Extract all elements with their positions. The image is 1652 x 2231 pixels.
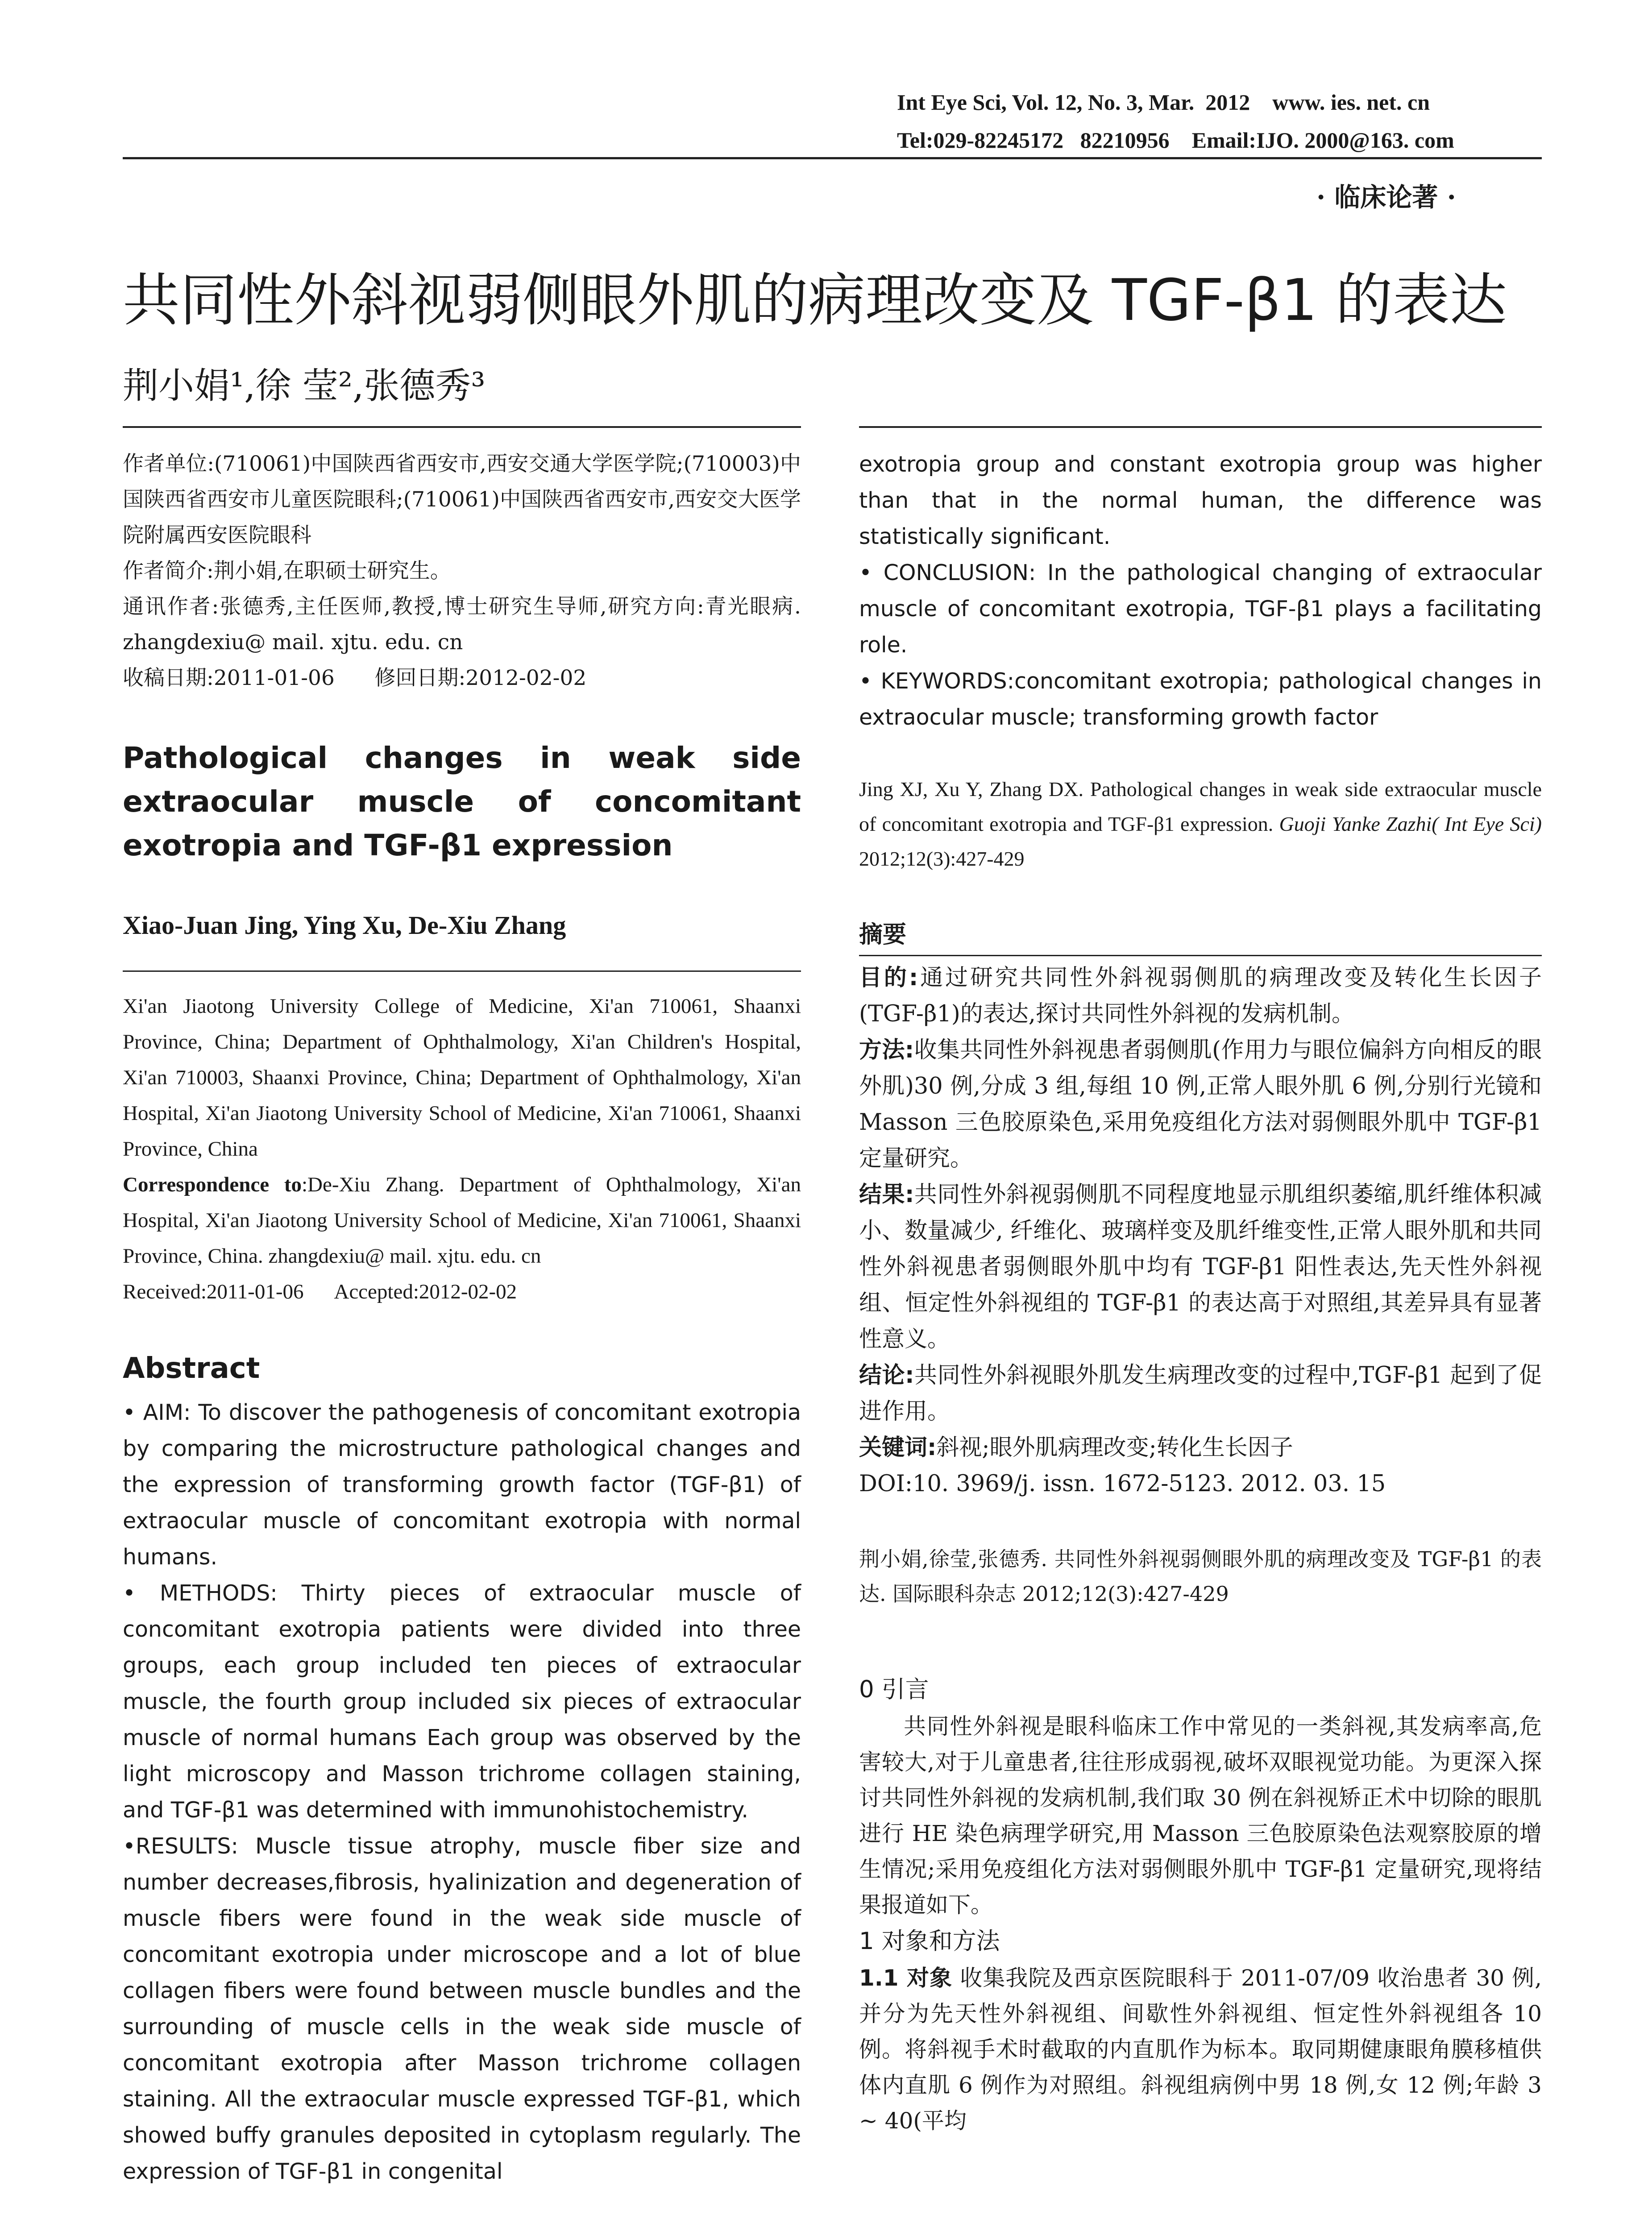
mudi-text: 通过研究共同性外斜视弱侧肌的病理改变及转化生长因子(TGF-β1)的表达,探讨共同性外斜视的发病机制。 [859,965,1542,1027]
citation-cn: 荆小娟,徐莹,张德秀. 共同性外斜视弱侧眼外肌的病理改变及 TGF-β1 的表达. 国际眼科杂志 2012;12(3):427-429 [859,1547,1542,1606]
journal-contact: Tel:029-82245172 82210956 Email:IJO. 2000@163. com [897,128,1454,153]
subject-text: 收集我院及西京医院眼科于 2011-07/09 收治患者 30 例,并分为先天性外斜视组、间歇性外斜视组、恒定性外斜视组各 10 例。将斜视手术时截取的内直肌作为标本。取同期健康眼角膜移植供体内直肌 6 例作为对照组。斜视组病例中男 18 例,女 12 例;年龄 3 ~ 40(平均 [859,1965,1542,2134]
section-label: · 临床论著 · [1316,182,1456,212]
abstract-heading: Abstract [123,1352,260,1385]
doi: DOI:10. 3969/j. issn. 1672-5123. 2012. 03. 15 [859,1471,1386,1497]
abstract-keywords: • KEYWORDS:concomitant exotropia; pathological changes in extraocular muscle; transforming growth factor [859,668,1542,730]
received-en: Received:2011-01-06 Accepted:2012-02-02 [123,1280,517,1303]
abstract-left [123,1394,801,2190]
authors-cn: 荆小娟¹,徐 莹²,张德秀³ [123,365,486,406]
affiliation-cn: 作者单位:(710061)中国陕西省西安市,西安交通大学医学院;(710003)中国陕西省西安市儿童医院眼科;(710061)中国陕西省西安市,西安交大医学院附属西安医院眼科 [123,452,801,547]
paper-title-en: Pathological changes in weak side extraocular muscle of concomitant exotropia and TGF-β1 expression [123,741,801,863]
methods-heading: 1 对象和方法 [859,1928,1000,1955]
abstract-results: •RESULTS: Muscle tissue atrophy, muscle fiber size and number decreases,fibrosis, hyalinization and degeneration of muscle fibers were found in the weak side muscle of concomitant exotropia under microscope and a lot of blue collagen fibers were found between muscle bundles and the surrounding of muscle cells in the weak side muscle of concomitant exotropia after Masson trichrome collagen staining. All the extraocular muscle expressed TGF-β1, which showed buffy granules deposited in cytoplasm regularly. The expression of TGF-β1 in congenital [123,1833,801,2184]
authors-rule [123,970,801,972]
jielun-label: 结论: [859,1362,914,1389]
body-text [859,1671,1542,2139]
fangfa-label: 方法: [859,1037,914,1063]
affiliation-en: Xi'an Jiaotong University College of Medicine, Xi'an 710061, Shaanxi Province, China; Department of Ophthalmology, Xi'an Children's Hospital, Xi'an 710003, Shaanxi Province, China; Department of Ophthalmology, Xi'an Hospital, Xi'an Jiaotong University School of Medicine, Xi'an 710061, Shaanxi Province, China [123,995,801,1161]
dates-cn: 收稿日期:2011-01-06 修回日期:2012-02-02 [123,666,587,690]
correspondence-en-text: :De-Xiu Zhang. Department of Ophthalmology, Xi'an Hospital, Xi'an Jiaotong University School of Medicine, Xi'an 710061, Shaanxi Province, China. zhangdexiu@ mail. xjtu. edu. cn [123,1173,801,1268]
intro-paragraph: 共同性外斜视是眼科临床工作中常见的一类斜视,其发病率高,危害较大,对于儿童患者,往往形成弱视,破坏双眼视觉功能。为更深入探讨共同性外斜视的发病机制,我们取 30 例在斜视矫正术中切除的眼肌进行 HE 染色病理学研究,用 Masson 三色胶原染色法观察胶原的增生情况;采用免疫组化方法对弱侧眼外肌中 TGF-β1 定量研究,现将结果报道如下。 [859,1713,1542,1918]
paper-title-cn: 共同性外斜视弱侧眼外肌的病理改变及 TGF-β1 的表达 [123,267,1507,334]
abstract-methods: • METHODS: Thirty pieces of extraocular muscle of concomitant exotropia patients were divided into three groups, each group included ten pieces of extraocular muscle, the fourth group included six pieces of extraocular muscle of normal humans Each group was observed by the light microscopy and Masson trichrome collagen staining, and TGF-β1 was determined with immunohistochemistry. [123,1580,801,1823]
abstract-cn [859,915,1542,1502]
intro-heading: 0 引言 [859,1676,929,1703]
journal-info: Int Eye Sci, Vol. 12, No. 3, Mar. 2012 www. ies. net. cn [897,90,1430,115]
correspondence-cn: 通讯作者:张德秀,主任医师,教授,博士研究生导师,研究方向:青光眼病. zhangdexiu@ mail. xjtu. edu. cn [123,594,801,655]
correspondence-en [123,1167,801,1274]
mudi-label: 目的: [859,965,918,991]
abstract-aim: • AIM: To discover the pathogenesis of concomitant exotropia by comparing the microstructure pathological changes and the expression of transforming growth factor (TGF-β1) of extraocular muscle of concomitant exotropia with normal humans. [123,1400,801,1570]
jielun-text: 共同性外斜视眼外肌发生病理改变的过程中,TGF-β1 起到了促进作用。 [859,1362,1542,1425]
citation-en-tail: 2012;12(3):427-429 [859,847,1025,870]
citation-en [859,772,1542,876]
keywords-cn-text: 斜视;眼外肌病理改变;转化生长因子 [936,1435,1293,1461]
citation-en-journal: Guoji Yanke Zazhi( Int Eye Sci) [1279,813,1542,835]
jieguo-label: 结果: [859,1182,914,1208]
citation-en-text: Jing XJ, Xu Y, Zhang DX. Pathological changes in weak side extraocular muscle of concomitant exotropia and TGF-β1 expression. [859,778,1542,835]
correspondence-label: Correspondence to [123,1173,302,1196]
jieguo-text: 共同性外斜视弱侧肌不同程度地显示肌组织萎缩,肌纤维体积减小、数量减少, 纤维化、玻璃样变及肌纤维变性,正常人眼外肌和共同性外斜视患者弱侧眼外肌中均有 TGF-β1 阳性表达,先天性外斜视组、恒定性外斜视组的 TGF-β1 的表达高于对照组,其差异具有显著性意义。 [859,1182,1542,1352]
fangfa-text: 收集共同性外斜视患者弱侧肌(作用力与眼位偏斜方向相反的眼外肌)30 例,分成 3 组,每组 10 例,正常人眼外肌 6 例,分别行光镜和 Masson 三色胶原染色,采用免疫组化方法对弱侧眼外肌中 TGF-β1 定量研究。 [859,1037,1542,1172]
authors-en: Xiao-Juan Jing, Ying Xu, De-Xiu Zhang [123,911,566,940]
abstract-conclusion: • CONCLUSION: In the pathological changing of extraocular muscle of concomitant exotropia, TGF-β1 plays a facilitating role. [859,560,1542,658]
right-col-rule [859,426,1542,428]
left-col-rule [123,426,801,428]
zhaiyao-heading: 摘要 [859,921,906,948]
affiliation-en-block [123,988,801,1310]
header-rule [123,157,1542,159]
left-column [123,446,801,696]
abstract-cn-body [859,960,1542,1502]
keywords-cn-label: 关键词: [859,1435,937,1461]
abstract-right [859,446,1542,735]
zhaiyao-rule [859,955,1542,956]
abstract-results-cont: exotropia group and constant exotropia group was higher than that in the normal human, the difference was statistically significant. [859,452,1542,549]
author-bio-cn: 作者简介:荆小娟,在职硕士研究生。 [123,559,451,583]
subject-label: 1.1 对象 [859,1965,953,1991]
